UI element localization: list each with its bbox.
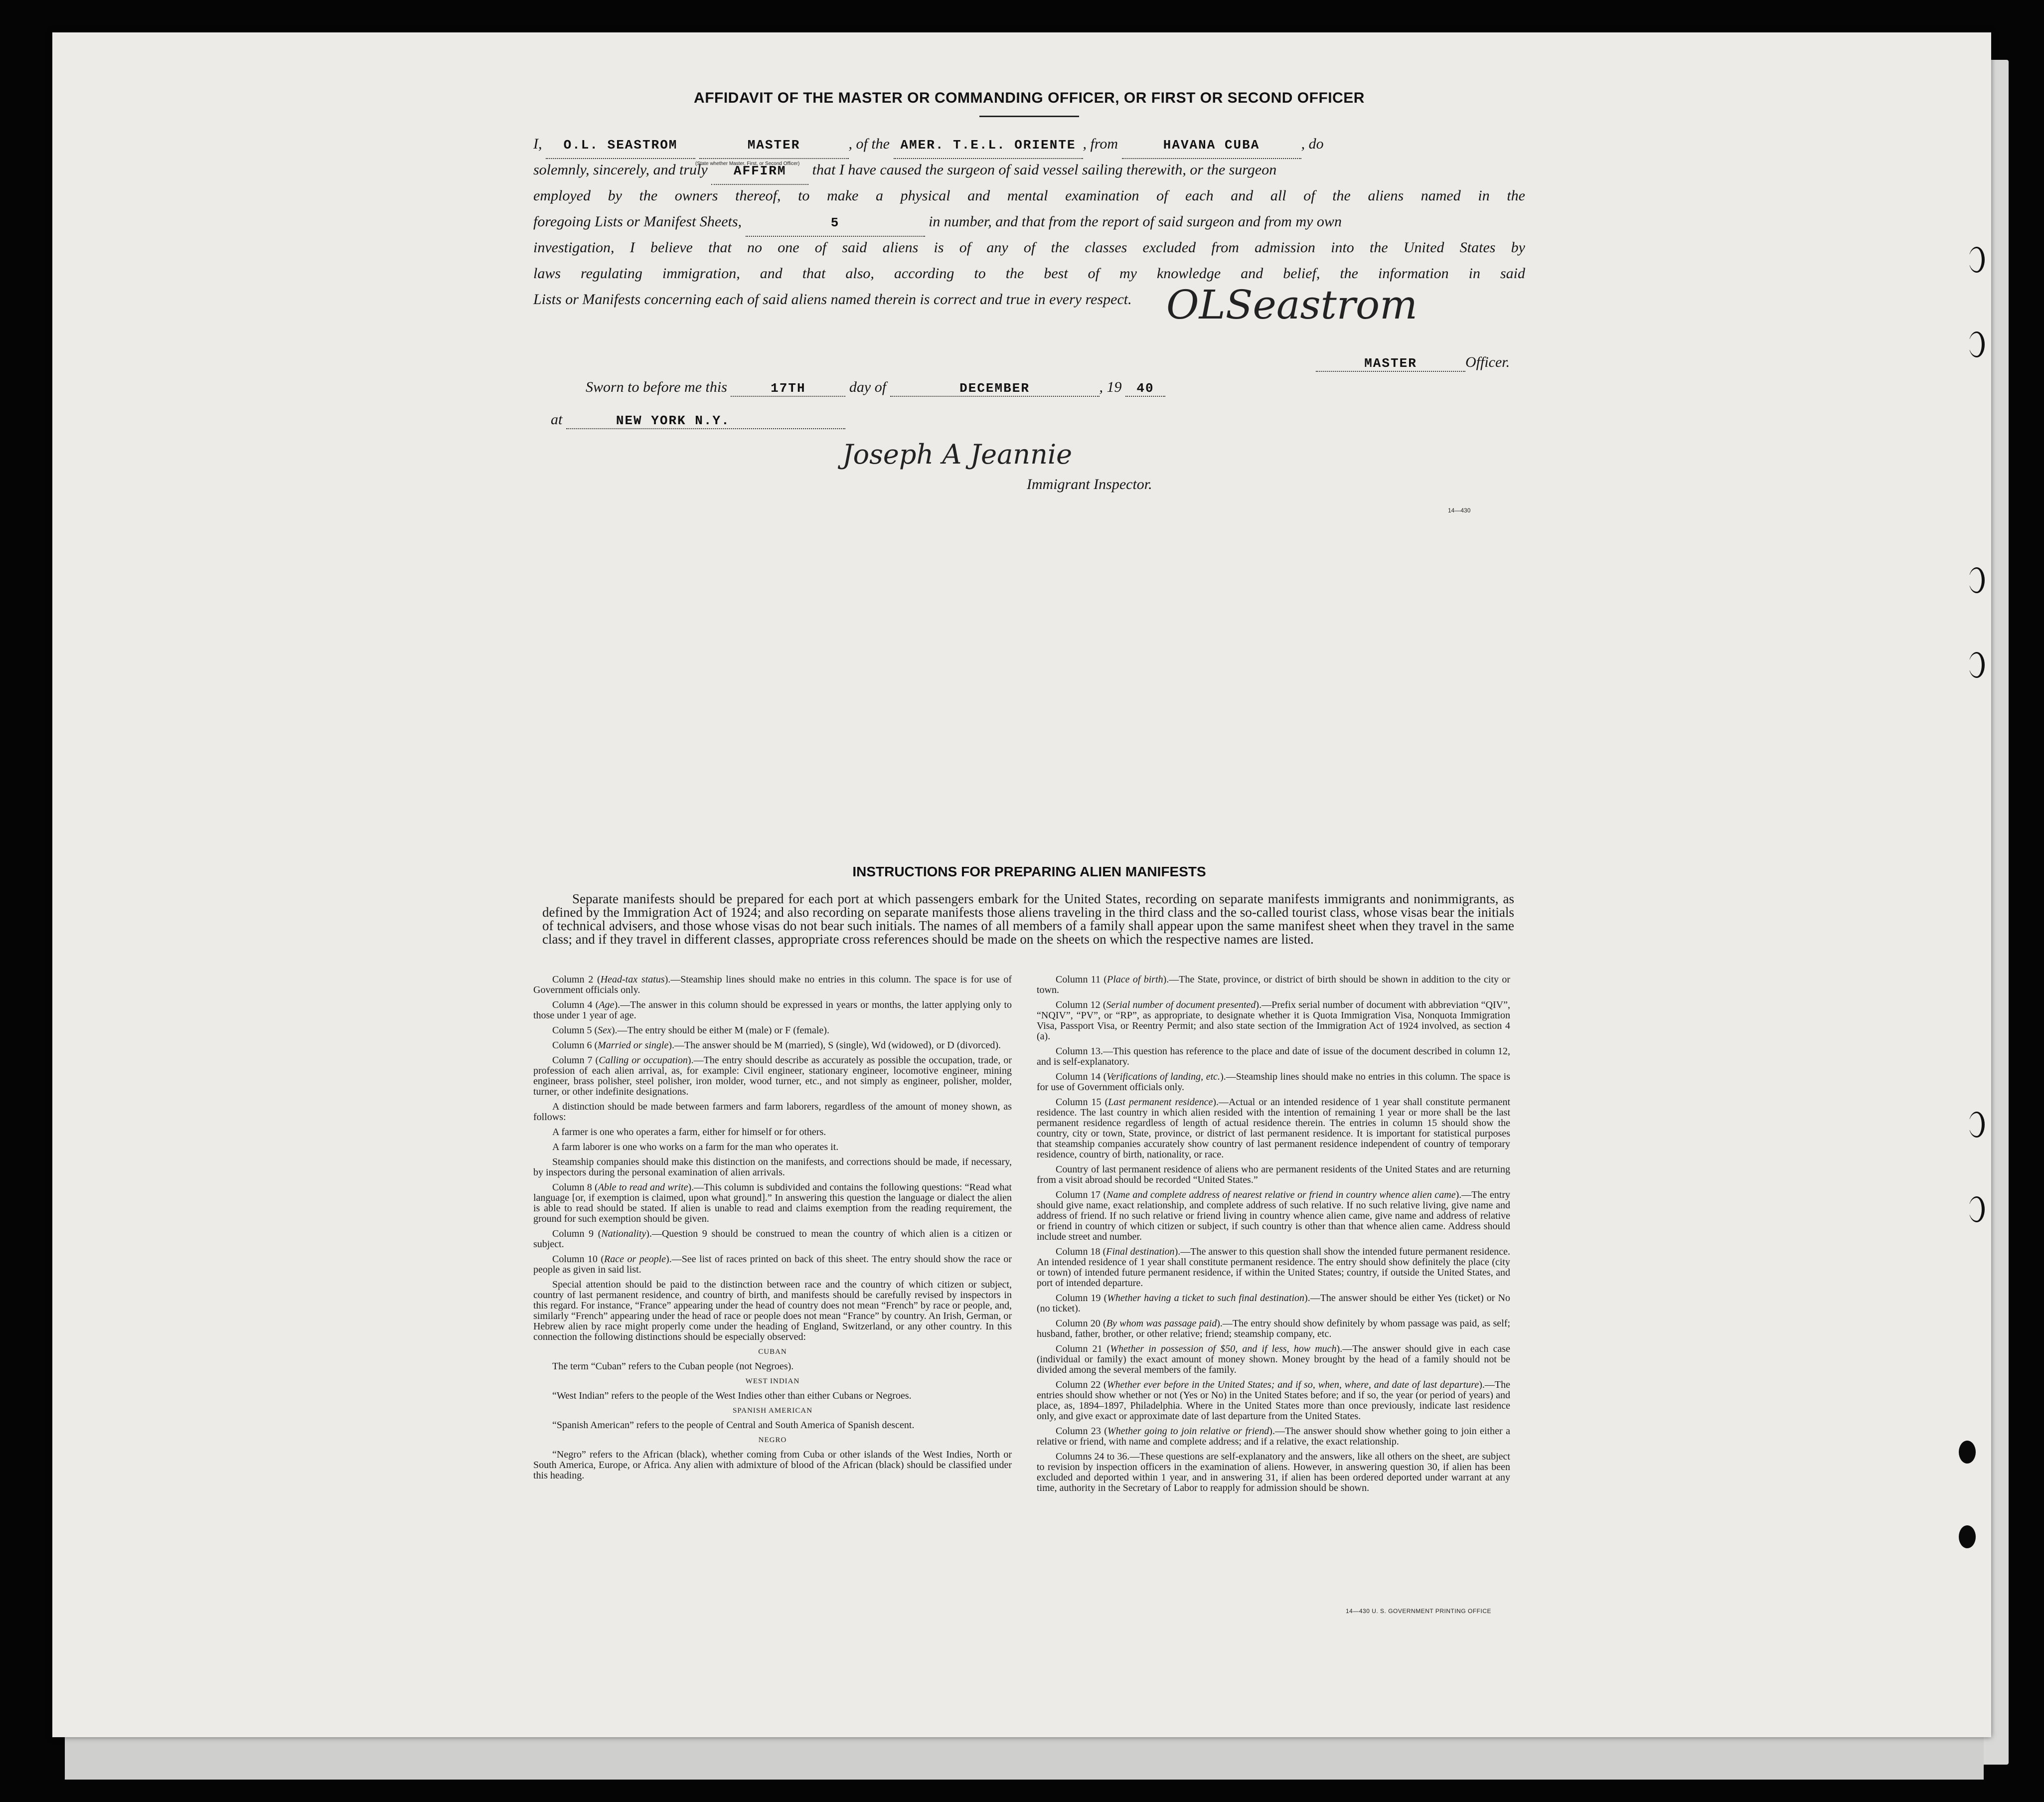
instr-column-20: Column 20 (By whom was passage paid).—The entry should show definitely by whom passage was paid, as self; husband, father, brother, or other relative; friend; steamship company, etc. bbox=[1037, 1318, 1511, 1339]
instr-column-4: Column 4 (Age).—The answer in this column should be expressed in years or months, the latter applying only to those under 1 year of age. bbox=[533, 999, 1012, 1021]
instr-distinction: A distinction should be made between farmers and farm laborers, regardless of the amount of money shown, as follows: bbox=[533, 1101, 1012, 1123]
affidavit-line-7: Lists or Manifests concerning each of said aliens named therein is correct and true in every respect. bbox=[533, 291, 1132, 308]
officer-signature-line: MASTER Officer. bbox=[1316, 354, 1510, 372]
affidavit-line-5: investigation, I believe that no one of said aliens is of any of the classes excluded from admission into the United States by bbox=[533, 239, 1525, 256]
instr-spanish-american: “Spanish American” refers to the people of Central and South America of Spanish descent. bbox=[552, 1420, 915, 1431]
instr-column-7: Column 7 (Calling or occupation).—The entry should describe as accurately as possible the occupation, trade, or profession of each alien arrival, as, for example: Civil engineer, stationary engineer, locomotive engineer, mining engineer, brass polisher, steel polisher, iron molder, wood turner, etc., and not simply as engineer, polisher, molder, turner, or other indefinite designations. bbox=[533, 1055, 1012, 1097]
instructions-intro: Separate manifests should be prepared for each port at which passengers embark for the United States, recording on separate manifests immigrants and nonimmigrants, as defined by the Immigration Act of 1924; and also recording on separate manifests those aliens traveling in the third class and the so-called tourist class, whose visas bear the initials of technical advisers, and those whose visas do not bear such initials. The names of all members of a family shall appear upon the same manifest sheet when they travel in the same class; and if they travel in different classes, appropriate cross references should be made on the sheets on which the respective names are listed. bbox=[542, 891, 1514, 947]
punch-hole bbox=[1969, 1196, 1985, 1222]
instr-columns-24-36: Columns 24 to 36.—These questions are self-explanatory and the answers, like all others on the sheet, are subject to revision by inspection officers in the examination of aliens. However, in answering question 30, if alien has been excluded and deported within 1 year, and in answering 31, if alien has been ordered deported under warrant at any time, authority in the Secretary of Labor to reapply for admission should be shown. bbox=[1037, 1451, 1510, 1493]
instr-country-residence: Country of last permanent residence of aliens who are permanent residents of the United States and are returning from a visit abroad should be recorded “United States.” bbox=[1037, 1164, 1510, 1185]
instr-column-5: Column 5 (Sex).—The entry should be either M (male) or F (female). bbox=[552, 1025, 829, 1036]
heading-spanish-american: SPANISH AMERICAN bbox=[732, 1407, 813, 1415]
form-number: 14—430 bbox=[1448, 507, 1471, 514]
sworn-line: Sworn to before me this 17TH day of DECEMBER , 19 40 bbox=[586, 379, 1165, 397]
instr-column-2: Column 2 (Head-tax status).—Steamship lines should make no entries in this column. The space is for use of Government officials only. bbox=[533, 974, 1012, 995]
departure-port-field: HAVANA CUBA bbox=[1122, 132, 1301, 159]
sworn-day-field: 17TH bbox=[731, 381, 845, 397]
master-signature: OLSeastrom bbox=[1166, 282, 1418, 328]
sheet-count-field: 5 bbox=[746, 210, 925, 237]
instr-column-6: Column 6 (Married or single).—The answer should be M (married), S (single), Wd (widowed), or D (divorced). bbox=[552, 1040, 1001, 1051]
sworn-year-field: 40 bbox=[1125, 381, 1165, 397]
instr-column-12: Column 12 (Serial number of document presented).—Prefix serial number of document with abbreviation “QIV”, “NQIV”, “PV”, or “RP”, as appropriate, to designate whether it is Quota Immigration Visa, Nonquota Immigration Visa, Passport Visa, or Reentry Permit; and also state section of the Immigration Act of 1924 involved, as section 4 (a). bbox=[1037, 999, 1510, 1042]
instr-column-22: Column 22 (Whether ever before in the United States; and if so, when, where, and date of last departure).—The entries should show whether or not (Yes or No) in the United States before; and if so, the year (or period of years) and place, as, 1894–1897, Philadelphia. Where in the United States more than once previously, indicate last residence only, and give exact or approximate date of last departure from the United States. bbox=[1037, 1379, 1510, 1422]
instr-column-15: Column 15 (Last permanent residence).—Actual or an intended residence of 1 year shall constitute permanent residence. The last country in which alien resided with the intention of remaining 1 year or more shall be the last permanent residence regardless of length of actual residence therein. The entries in column 15 should show the country, city or town, State, province, or district of last permanent residence. It is important for statistical purposes that steamship companies accurately show country of last permanent residence independent of country of temporary residence, country of birth, nationality, or race. bbox=[1037, 1097, 1510, 1160]
heading-negro: NEGRO bbox=[758, 1436, 787, 1444]
instructions-left-column bbox=[533, 975, 1012, 1485]
affidavit-line-4: foregoing Lists or Manifest Sheets, 5 in number, and that from the report of said surgeon and from my own bbox=[533, 209, 1525, 235]
instr-column-9: Column 9 (Nationality).—Question 9 should be construed to mean the country of which alien is a citizen or subject. bbox=[533, 1228, 1012, 1250]
instr-column-8: Column 8 (Able to read and write).—This column is subdivided and contains the following questions: “Read what language [or, if exemption is claimed, upon what ground].” In answering this question the language or dialect the alien is able to read should be stated. If alien is unable to read and claims exemption from the reading requirement, the ground for such exemption should be given. bbox=[533, 1182, 1012, 1224]
instr-column-21: Column 21 (Whether in possession of $50, and if less, how much).—The answer should give in each case (individual or family) the exact amount of money shown. Money brought by the head of a family should not be divided among the several members of the family. bbox=[1037, 1343, 1510, 1375]
instr-column-17: Column 17 (Name and complete address of nearest relative or friend in country whence alien came).—The entry should give name, exact relationship, and complete address of such relative. If no such relative living, give name and address of friend. If no such relative or friend living in country whence alien came, give name and address of relative or friend in country of which citizen or subject, if such country is other than that whence alien came. Address should include street and number. bbox=[1037, 1189, 1510, 1242]
instr-cuban: The term “Cuban” refers to the Cuban people (not Negroes). bbox=[552, 1361, 794, 1372]
instr-column-13: Column 13.—This question has reference to the place and date of issue of the document described in column 12, and is self-explanatory. bbox=[1037, 1046, 1510, 1067]
instr-column-14: Column 14 (Verifications of landing, etc.).—Steamship lines should make no entries in this column. The space is for use of Government officials only. bbox=[1037, 1071, 1510, 1093]
punch-hole bbox=[1969, 247, 1985, 273]
instructions-right-column bbox=[1037, 975, 1510, 1498]
affidavit-line-3: employed by the owners thereof, to make a physical and mental examination of each and all of the aliens named in the bbox=[533, 187, 1525, 204]
oath-field: AFFIRM bbox=[711, 158, 808, 185]
heading-cuban: CUBAN bbox=[758, 1348, 787, 1356]
sworn-place-field: NEW YORK N.Y. bbox=[566, 413, 845, 429]
printing-office-footer: 14—430 U. S. GOVERNMENT PRINTING OFFICE bbox=[1346, 1608, 1491, 1615]
punch-hole bbox=[1969, 567, 1985, 593]
affidavit-line-6: laws regulating immigration, and that also, according to the best of my knowledge and belief, the information in said bbox=[533, 265, 1525, 282]
instr-column-10: Column 10 (Race or people).—See list of races printed on back of this sheet. The entry should show the race or people as given in said list. bbox=[533, 1254, 1012, 1275]
instr-west-indian: “West Indian” refers to the people of the West Indies other than either Cubans or Negroes. bbox=[552, 1390, 912, 1401]
instr-column-11: Column 11 (Place of birth).—The State, province, or district of birth should be shown in addition to the city or town. bbox=[1037, 974, 1510, 995]
instr-farmer: A farmer is one who operates a farm, either for himself or for others. bbox=[552, 1127, 826, 1138]
affidavit-line-1: I, O.L. SEASTROM MASTER , of the AMER. T.E.L. ORIENTE , from HAVANA CUBA , do (State whether Master, First, or Second Officer) bbox=[533, 131, 1525, 157]
punch-hole bbox=[1969, 1112, 1985, 1138]
instr-steamship: Steamship companies should make this distinction on the manifests, and corrections should be made, if necessary, by inspectors during the personal examination of alien arrivals. bbox=[533, 1156, 1012, 1178]
affidavit-section bbox=[533, 90, 1525, 371]
punch-hole bbox=[1969, 652, 1985, 678]
instr-column-23: Column 23 (Whether going to join relative or friend).—The answer should show whether going to join either a relative or friend, with name and complete address; and if a relative, the exact relationship. bbox=[1037, 1426, 1510, 1447]
punch-hole bbox=[1969, 331, 1985, 357]
affidavit-title: AFFIDAVIT OF THE MASTER OR COMMANDING OFFICER, OR FIRST OR SECOND OFFICER bbox=[694, 90, 1365, 106]
punch-hole bbox=[1959, 1441, 1976, 1464]
affidavit-line-2: solemnly, sincerely, and truly AFFIRM that I have caused the surgeon of said vessel sailing therewith, or the surgeon bbox=[533, 157, 1525, 183]
officer-name-field: O.L. SEASTROM bbox=[546, 132, 695, 159]
heading-west-indian: WEST INDIAN bbox=[745, 1377, 800, 1385]
vessel-name-field: AMER. T.E.L. ORIENTE bbox=[894, 132, 1083, 159]
title-rule bbox=[979, 116, 1079, 117]
rank-note: (State whether Master, First, or Second Officer) bbox=[695, 161, 800, 166]
instr-column-18: Column 18 (Final destination).—The answer to this question shall show the intended future permanent residence. An intended residence of 1 year shall constitute permanent residence. The entry should show definitely the place (city or town) of intended future permanent residence, if within the United States; country, if outside the United States, and port of intended departure. bbox=[1037, 1246, 1510, 1289]
inspector-label: Immigrant Inspector. bbox=[1027, 476, 1152, 492]
sworn-month-field: DECEMBER bbox=[890, 381, 1100, 397]
punch-hole bbox=[1959, 1525, 1976, 1548]
inspector-signature: Joseph A Jeannie bbox=[842, 439, 1073, 470]
instr-negro: “Negro” refers to the African (black), whether coming from Cuba or other islands of the West Indies, North or South America, Europe, or Africa. Any alien with admixture of blood of the African (black) should be classified under this heading. bbox=[533, 1449, 1012, 1481]
instructions-title: INSTRUCTIONS FOR PREPARING ALIEN MANIFESTS bbox=[852, 864, 1206, 879]
sworn-place-line: at NEW YORK N.Y. bbox=[551, 411, 845, 429]
officer-rank-field: MASTER bbox=[699, 132, 849, 159]
instr-special-attention: Special attention should be paid to the distinction between race and the country of which citizen or subject, country of last permanent residence, and country of birth, and manifests should be carefully revised by inspectors in this regard. For instance, “France” appearing under the head of country does not mean “French” by race or people, and, similarly “French” appearing under the head of race or people does not mean “France” by country. An Irish, German, or Hebrew alien by race might properly come under the heading of England, Switzerland, or any other country. In this connection the following distinctions should be especially observed: bbox=[533, 1279, 1012, 1342]
instr-column-19: Column 19 (Whether having a ticket to such final destination).—The answer should be either Yes (ticket) or No (no ticket). bbox=[1037, 1293, 1510, 1314]
instr-farm-laborer: A farm laborer is one who works on a farm for the man who operates it. bbox=[552, 1142, 839, 1152]
officer-rank-signed: MASTER bbox=[1316, 356, 1465, 372]
